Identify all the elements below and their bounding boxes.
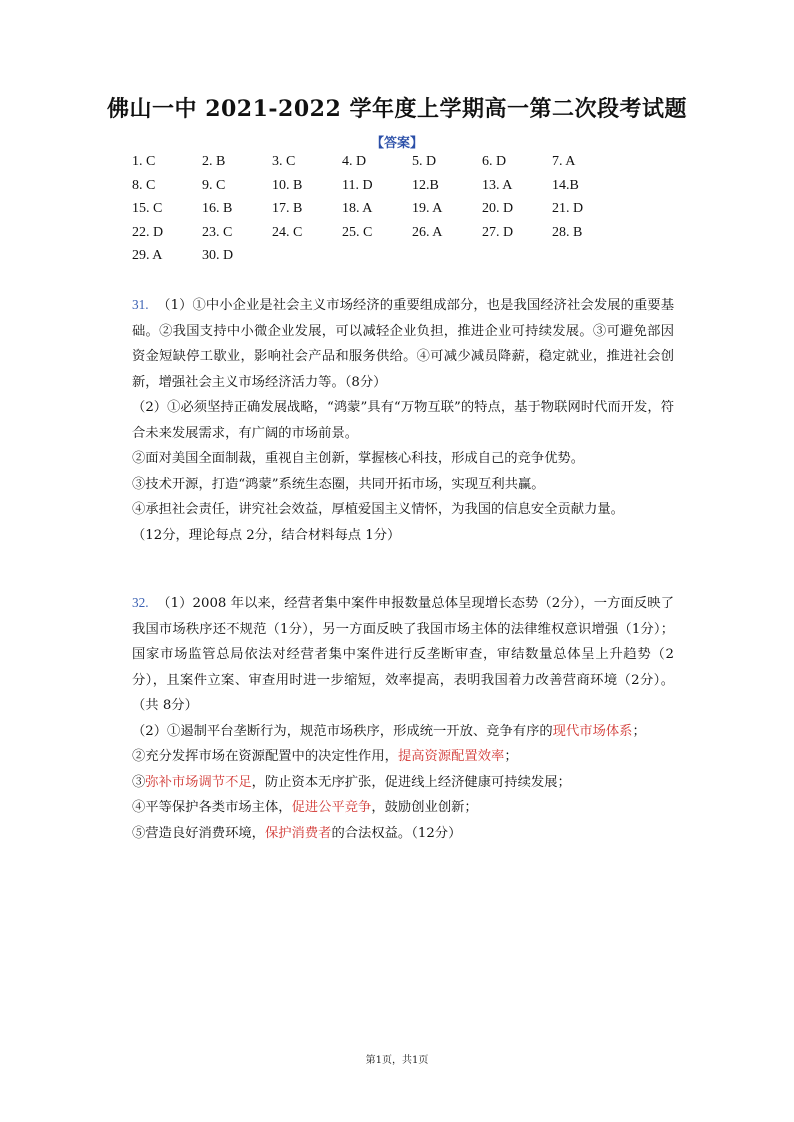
red-keyword: 保护消费者 [264,825,332,841]
q31-part2: （2）①必须坚持正确发展战略，“鸿蒙”具有“万物互联”的特点，基于物联网时代而开发，符合未来发展需求，有广阔的市场前景。 [132,400,674,441]
red-keyword: 现代市场体系 [552,723,633,739]
answer-item: 26. A [412,224,443,240]
answer-item: 2. B [202,154,226,169]
q32-number: 32. [132,595,149,610]
answer-item: 18. A [342,201,373,216]
q31-point3: ③技术开源，打造“鸿蒙”系统生态圈，共同开拓市场，实现互利共赢。 [132,476,545,492]
answer-item: 22. D [132,224,164,240]
page-title: 佛山一中 2021-2022 学年度上学期高一第二次段考试题 [107,96,687,122]
answer-item: 30. D [202,248,234,263]
answer-item: 13. A [482,177,513,193]
answer-item: 19. A [412,201,443,216]
answer-item: 6. D [482,154,507,169]
answer-item: 20. D [482,201,514,216]
q31-part1: 31. （1）①中小企业是社会主义市场经济的重要组成部分，也是我国经济社会发展的重要基础。②我国支持中小微企业发展，可以减轻企业负担，推进企业可持续发展。③可避免部因资金短缺停工歇业，影响社会产品和服务供给。④可减少减员降薪，稳定就业，推进社会创新，增强社会主义市场经济活力等。（8分） [132,297,674,390]
q31-number: 31. [132,297,149,312]
answer-heading: 【答案】 [370,136,423,151]
q31-score-note: （12分，理论每点 2分，结合材料每点 1分） [132,527,401,543]
answer-item: 10. B [272,177,303,193]
answer-item: 15. C [132,201,163,216]
answer-item: 3. C [272,154,296,169]
answer-item: 21. D [552,201,584,216]
answer-item: 16. B [202,201,233,216]
q32-point5: ⑤营造良好消费环境，保护消费者的合法权益。（12分） [132,825,462,841]
answer-item: 29. A [132,248,163,263]
question-31 [132,292,674,548]
q32-point4: ④平等保护各类市场主体，促进公平竞争，鼓励创业创新； [132,800,478,815]
question-32 [132,590,674,846]
answer-item: 14.B [552,177,579,193]
answer-item: 5. D [412,154,437,169]
answer-item: 17. B [272,201,303,216]
answer-grid [132,150,692,268]
q32-part1: 32. （1）2008 年以来，经营者集中案件申报数量总体呈现增长态势（2分），一方面反映了我国市场秩序还不规范（1分），另一方面反映了我国市场主体的法律维权意识增强（1分）；国家市场监管总局依法对经营者集中案件进行反垄断审查，审结数量总体呈上升趋势（2分），且案件立案、审查用时进一步缩短，效率提高，表明我国着力改善营商环境（2分）。（共 8分） [132,595,674,713]
answer-item: 4. D [342,154,367,169]
q31-point4: ④承担社会责任，讲究社会效益，厚植爱国主义情怀，为我国的信息安全贡献力量。 [132,502,624,517]
answer-item: 11. D [342,177,373,193]
answer-item: 7. A [552,154,576,169]
answer-item: 9. C [202,177,226,193]
q32-point2: ②充分发挥市场在资源配置中的决定性作用，提高资源配置效率； [132,749,518,764]
answer-item: 28. B [552,224,583,240]
q32-point3: ③弥补市场调节不足，防止资本无序扩张，促进线上经济健康可持续发展； [132,774,571,790]
page-footer: 第1页，共1页 [365,1055,429,1066]
answer-item: 12.B [412,177,439,193]
answer-item: 24. C [272,224,303,240]
answer-item: 8. C [132,177,156,193]
answer-item: 23. C [202,224,233,240]
answer-item: 1. C [132,154,156,169]
answer-item: 25. C [342,224,373,240]
red-keyword: 促进公平竞争 [291,800,372,815]
q32-point1: （2）①遏制平台垄断行为，规范市场秩序，形成统一开放、竞争有序的现代市场体系； [132,723,646,739]
q31-point2: ②面对美国全面制裁，重视自主创新，掌握核心科技，形成自己的竞争优势。 [132,451,585,466]
answer-item: 27. D [482,224,514,240]
red-keyword: 弥补市场调节不足 [145,774,252,790]
red-keyword: 提高资源配置效率 [397,749,505,764]
